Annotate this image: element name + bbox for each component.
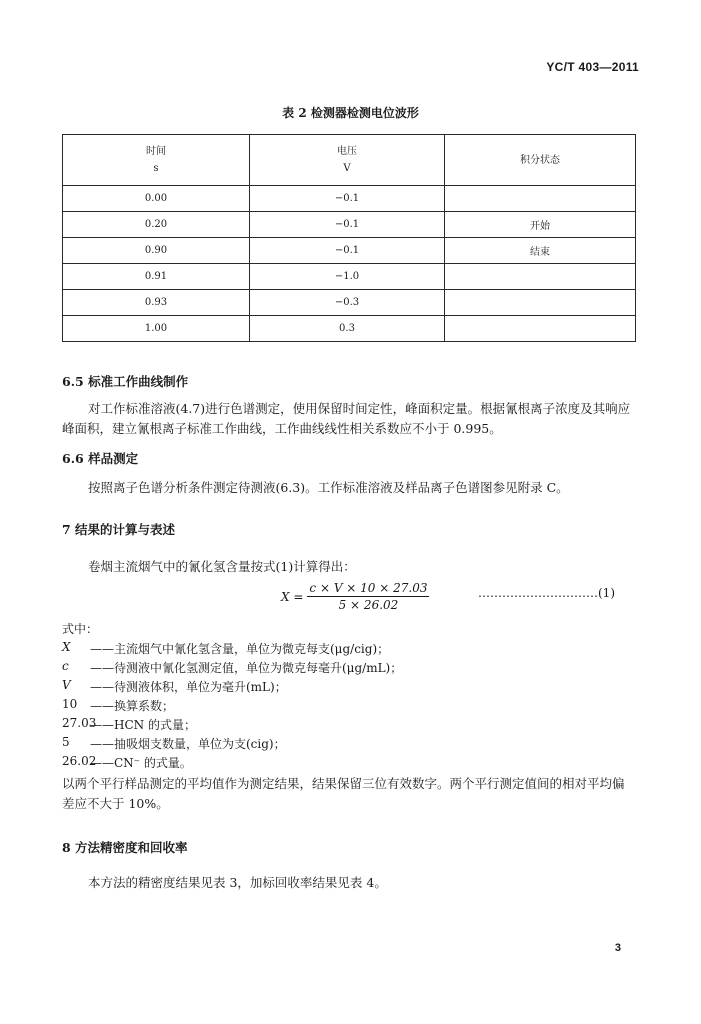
table-row: [63, 264, 636, 290]
formula-denominator: 5 × 26.02: [338, 598, 399, 612]
formula-numerator: c × V × 10 × 27.03: [309, 581, 428, 595]
cell-state: [445, 316, 636, 342]
section-6-5-text: 对工作标准溶液(4.7)进行色谱测定，使用保留时间定性，峰面积定量。根据氰根离子浓度及其响应峰面积，建立氰根离子标准工作曲线，工作曲线线性相关系数应不小于 0.995。: [62, 401, 631, 436]
section-7-heading: 7 结果的计算与表述: [62, 522, 176, 537]
cell-state: [445, 290, 636, 316]
variable-symbol: 27.03: [62, 716, 97, 730]
header-integration-state: 积分状态: [445, 135, 636, 186]
cell-state: [445, 264, 636, 290]
table-row: [63, 238, 636, 264]
formula-number: …………………………(1): [478, 586, 615, 600]
variable-symbol: X: [62, 640, 71, 654]
variable-row: [62, 640, 389, 657]
table-row: [63, 316, 636, 342]
variable-description: ——CN⁻ 的式量。: [90, 756, 192, 770]
table-header-row: [63, 135, 636, 186]
variable-description: ——待测液体积，单位为毫升(mL)；: [90, 680, 287, 694]
variable-row: [62, 659, 402, 676]
cell-time: 1.00: [63, 316, 250, 342]
table-caption: 表 2 检测器检测电位波形: [282, 106, 419, 120]
cell-voltage: 0.3: [250, 316, 445, 342]
table-row: [63, 290, 636, 316]
cell-state: 开始: [445, 212, 636, 238]
variable-description: ——抽吸烟支数量，单位为支(cig)；: [90, 737, 286, 751]
result-text: 以两个平行样品测定的平均值作为测定结果，结果保留三位有效数字。两个平行测定值间的相对平均偏差应不大于 10%。: [62, 776, 625, 811]
cell-time: 0.20: [63, 212, 250, 238]
variable-row: [62, 716, 196, 733]
section-8-heading: 8 方法精密度和回收率: [62, 840, 188, 855]
where-label: 式中：: [62, 622, 99, 636]
variable-symbol: 26.02: [62, 754, 97, 768]
variable-row: [62, 678, 287, 695]
section-6-6-text: 按照离子色谱分析条件测定待测液(6.3)。工作标准溶液及样品离子色谱图参见附录 C。: [88, 480, 569, 495]
variable-description: ——HCN 的式量；: [90, 718, 196, 732]
table-row: [63, 186, 636, 212]
waveform-table: [62, 134, 636, 342]
variable-description: ——待测液中氰化氢测定值，单位为微克每毫升(μg/mL)；: [90, 661, 403, 675]
cell-voltage: −0.3: [250, 290, 445, 316]
header-voltage: 电压 V: [250, 135, 445, 186]
cell-time: 0.00: [63, 186, 250, 212]
variable-row: [62, 697, 174, 714]
cell-voltage: −0.1: [250, 186, 445, 212]
section-8-text: 本方法的精密度结果见表 3，加标回收率结果见表 4。: [88, 875, 387, 890]
variable-symbol: 10: [62, 697, 78, 711]
cell-time: 0.91: [63, 264, 250, 290]
page-number: 3: [614, 942, 621, 954]
formula-fraction: [307, 581, 429, 612]
variable-symbol: c: [62, 659, 69, 673]
cell-time: 0.90: [63, 238, 250, 264]
cell-voltage: −0.1: [250, 212, 445, 238]
cell-voltage: −1.0: [250, 264, 445, 290]
cell-time: 0.93: [63, 290, 250, 316]
variable-description: ——换算系数；: [90, 699, 175, 713]
section-6-6-heading: 6.6 样品测定: [62, 451, 139, 466]
section-6-5-heading: 6.5 标准工作曲线制作: [62, 374, 189, 389]
section-7-intro: 卷烟主流烟气中的氰化氢含量按式(1)计算得出：: [88, 559, 356, 574]
formula-lhs: X =: [281, 589, 304, 604]
cell-state: [445, 186, 636, 212]
cell-state: 结束: [445, 238, 636, 264]
variable-symbol: V: [62, 678, 71, 692]
variable-row: [62, 754, 192, 771]
table-row: [63, 212, 636, 238]
document-number: YC/T 403—2011: [546, 60, 639, 74]
formula-1: [281, 581, 429, 612]
variable-symbol: 5: [62, 735, 70, 749]
variable-row: [62, 735, 286, 752]
cell-voltage: −0.1: [250, 238, 445, 264]
header-time: 时间 s: [63, 135, 250, 186]
variable-description: ——主流烟气中氰化氢含量，单位为微克每支(μg/cig)；: [90, 642, 390, 656]
